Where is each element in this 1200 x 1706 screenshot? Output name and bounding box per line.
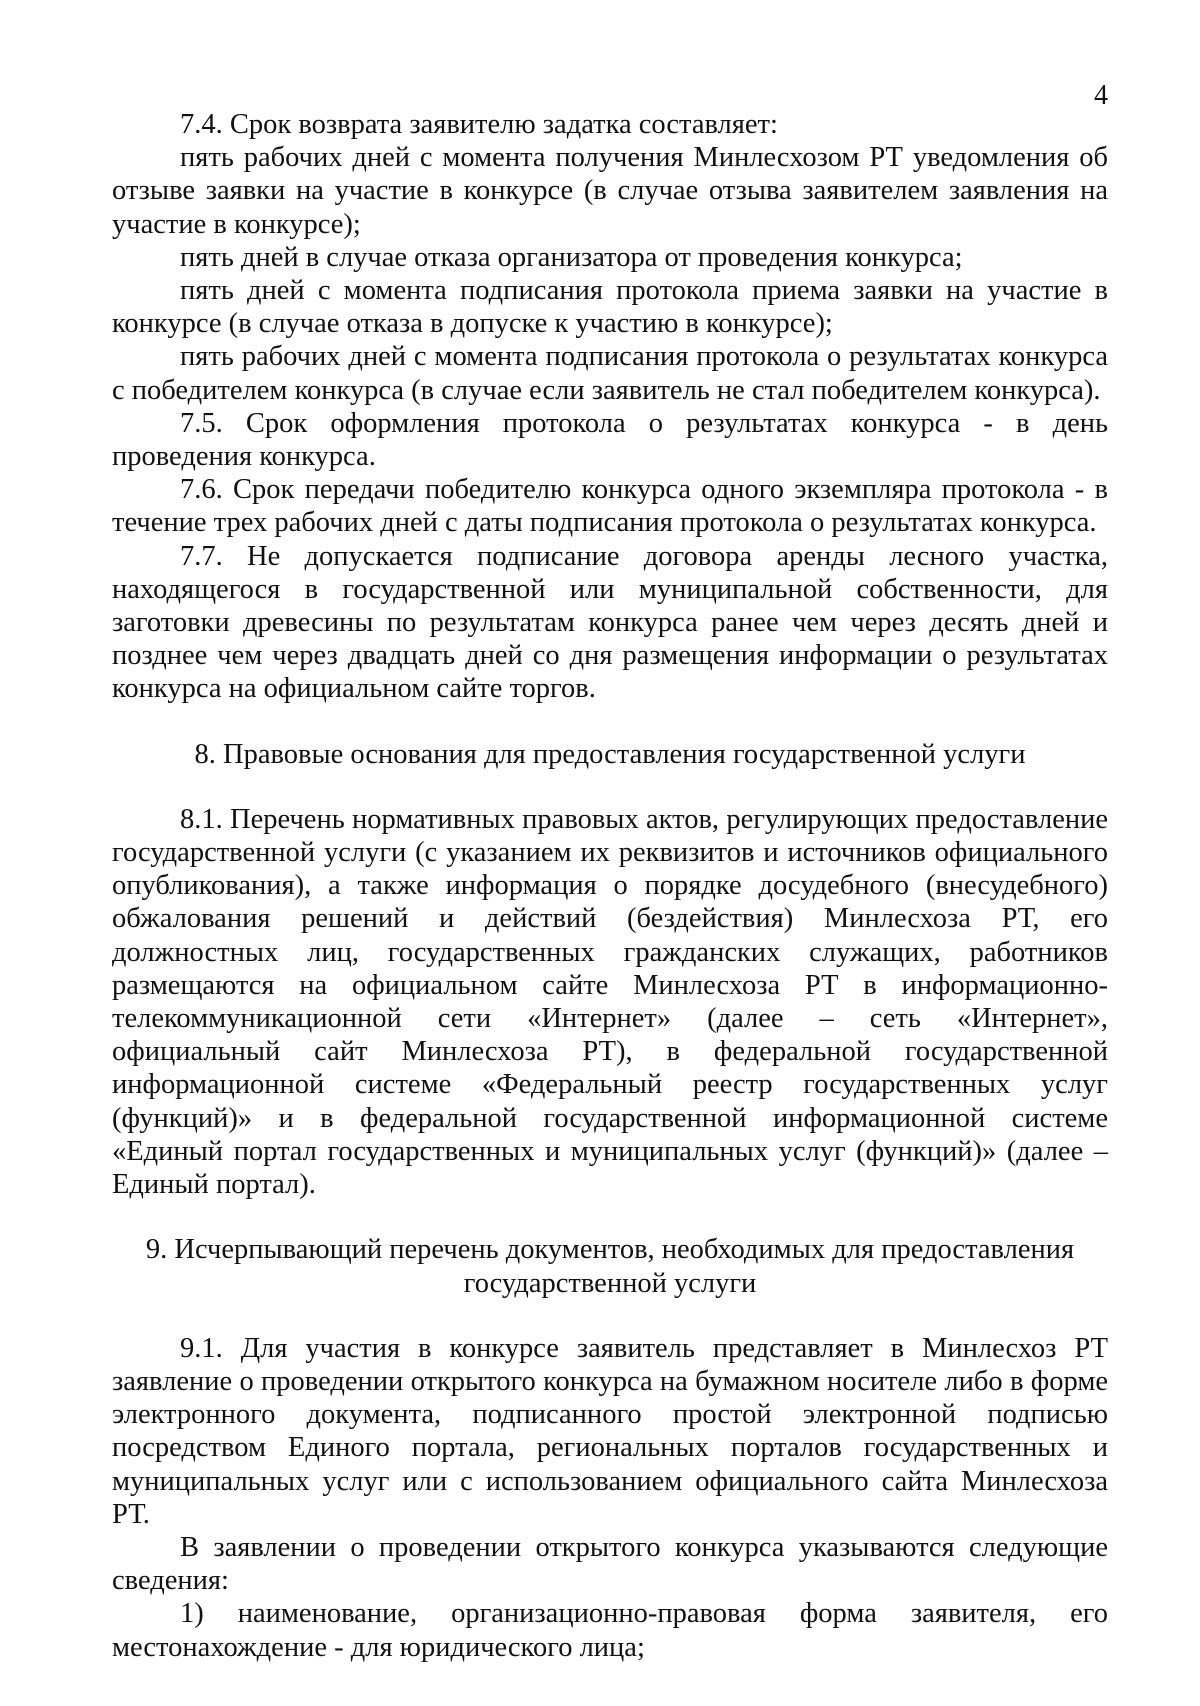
- paragraph-7-4-item-4: пять рабочих дней с момента подписания протокола о результатах конкурса с победителем конкурса (в случае если заявитель не стал победителем конкурса).: [112, 341, 1108, 406]
- spacer: [112, 1300, 1108, 1332]
- section-heading-9-line-1: 9. Исчерпывающий перечень документов, необходимых для предоставления: [145, 1234, 1075, 1266]
- paragraph-7-5: 7.5. Срок оформления протокола о результатах конкурса - в день проведения конкурса.: [112, 407, 1108, 473]
- spacer: [112, 771, 1108, 803]
- paragraph-7-4-item-1: пять рабочих дней с момента получения Минлесхозом РТ уведомления об отзыве заявки на участие в конкурсе (в случае отзыва заявителем заявления на участие в конкурсе);: [112, 142, 1108, 240]
- paragraph-8-1: 8.1. Перечень нормативных правовых актов, регулирующих предоставление государственной услуги (с указанием их реквизитов и источников официального опубликования), а также информация о порядке досудебного (внесудебного) обжалования решений и действий (бездействия) Минлесхоза РТ, его должностных лиц, государственных гражданских служащих, работников размещаются на официальном сайте Минлесхоза РТ в информационно-телекоммуникационной сети «Интернет» (далее – сеть «Интернет», официальный сайт Минлесхоза РТ), в федеральной государственной информационной системе «Федеральный реестр государственных услуг (функций)» и в федеральной государственной информационной системе «Единый портал государственных и муниципальных услуг (функций)» (далее – Единый портал).: [112, 803, 1108, 1201]
- paragraph-7-7: 7.7. Не допускается подписание договора аренды лесного участка, находящегося в государственной или муниципальной собственности, для заготовки древесины по результатам конкурса ранее чем через десять дней и позднее чем через двадцать дней со дня размещения информации о результатах конкурса на официальном сайте торгов.: [112, 540, 1108, 705]
- paragraph-9-1: 9.1. Для участия в конкурсе заявитель представляет в Минлесхоз РТ заявление о проведении открытого конкурса на бумажном носителе либо в форме электронного документа, подписанного простой электронной подписью посредством Единого портала, региональных порталов государственных и муниципальных услуг или с использованием официального сайта Минлесхоза РТ.: [112, 1332, 1108, 1530]
- spacer: [112, 1201, 1108, 1233]
- paragraph-7-4: 7.4. Срок возврата заявителю задатка составляет:: [180, 109, 778, 140]
- section-heading-8: 8. Правовые основания для предоставления государственной услуги: [194, 738, 1026, 770]
- spacer: [112, 706, 1108, 738]
- page-number: 4: [1094, 80, 1108, 111]
- paragraph-9-1-intro: В заявлении о проведении открытого конкурса указываются следующие сведения:: [112, 1531, 1108, 1597]
- paragraph-7-4-item-2: пять дней в случае отказа организатора от проведения конкурса;: [180, 241, 963, 273]
- paragraph-9-1-item-1: 1) наименование, организационно-правовая форма заявителя, его местонахождение - для юридического лица;: [112, 1598, 1108, 1663]
- section-heading-9-line-2: государственной услуги: [463, 1267, 757, 1299]
- paragraph-7-6: 7.6. Срок передачи победителю конкурса одного экземпляра протокола - в течение трех рабочих дней с даты подписания протокола о результатах конкурса.: [112, 474, 1108, 539]
- paragraph-7-4-item-3: пять дней с момента подписания протокола приема заявки на участие в конкурсе (в случае отказа в допуске к участию в конкурсе);: [112, 275, 1108, 340]
